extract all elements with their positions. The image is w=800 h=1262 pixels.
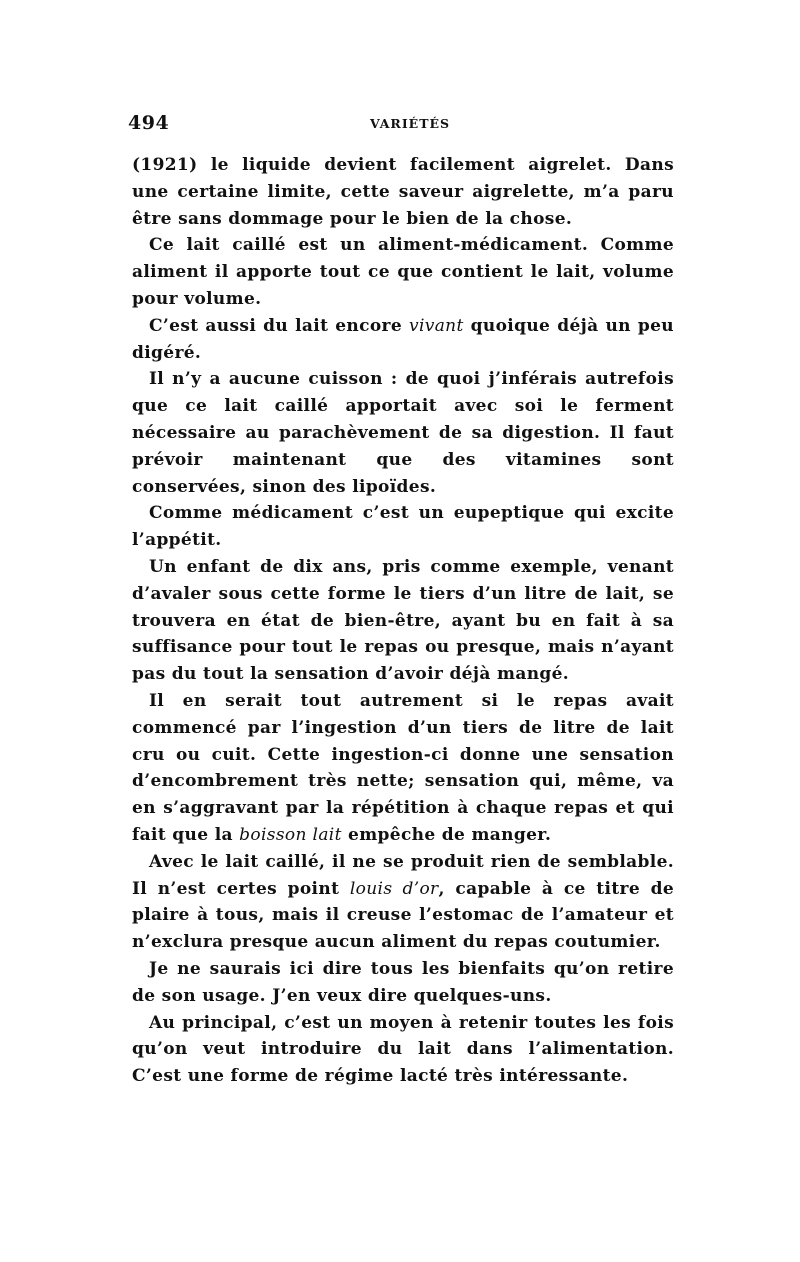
text-segment: Il n’y a aucune cuisson : de quoi j’inférais autrefois que ce lait caillé apportait avec soi le ferment nécessaire au parachèvement de sa digestion. Il faut prévoir maintenant que des vitamines sont conservées, sinon des lipoïdes.: [132, 369, 674, 497]
paragraph: [132, 313, 674, 367]
paragraph: [132, 849, 674, 956]
italic-text: vivant: [409, 315, 464, 336]
text-segment: (1921) le liquide devient facilement aigrelet. Dans une certaine limite, cette saveur aigrelette, m’a paru être sans dommage pour le bien de la chose.: [132, 155, 674, 229]
body-text: [132, 152, 674, 1090]
text-segment: quoique déjà un peu digéré.: [132, 315, 674, 363]
paragraph: [132, 500, 674, 554]
paragraph: [132, 554, 674, 688]
text-segment: Comme médicament c’est un eupeptique qui excite l’appétit.: [132, 503, 674, 551]
paragraph: [132, 152, 674, 232]
text-segment: Un enfant de dix ans, pris comme exemple, venant d’avaler sous cette forme le tiers d’un litre de lait, se trouvera en état de bien-être, ayant bu en fait à sa suffisance pour tout le repas ou presque, mais n’ayant pas du tout la sensation d’avoir déjà mangé.: [132, 556, 674, 685]
paragraph: [132, 232, 674, 312]
text-segment: Ce lait caillé est un aliment-médicament. Comme aliment il apporte tout ce que contient le lait, volume pour volume.: [132, 235, 674, 309]
text-segment: C’est aussi du lait encore: [149, 315, 409, 336]
page-number: 494: [128, 112, 170, 134]
text-segment: , capable à ce titre de plaire à tous, mais il creuse l’estomac de l’amateur et n’exclura presque aucun aliment du repas coutumier.: [132, 878, 674, 953]
paragraph: [132, 366, 674, 500]
paragraph: [132, 956, 674, 1010]
text-segment: Au principal, c’est un moyen à retenir toutes les fois qu’on veut introduire du lait dans l’alimentation. C’est une forme de régime lacté très intéressante.: [132, 1012, 674, 1087]
italic-text: louis d’or: [349, 878, 439, 899]
text-segment: Je ne saurais ici dire tous les bienfaits qu’on retire de son usage. J’en veux dire quelques-uns.: [132, 958, 674, 1006]
page-header: [128, 112, 674, 142]
italic-text: boisson lait: [239, 824, 342, 845]
text-segment: Avec le lait caillé, il ne se produit rien de semblable. Il n’est certes point: [132, 851, 674, 899]
running-head: VARIÉTÉS: [370, 116, 451, 131]
book-page: [128, 112, 674, 1090]
paragraph: [132, 688, 674, 849]
text-segment: Il en serait tout autrement si le repas avait commencé par l’ingestion d’un tiers de litre de lait cru ou cuit. Cette ingestion-ci donne une sensation d’encombrement très nette; sensation qui, même, va en s’aggravant par la répétition à chaque repas et qui fait que la: [132, 690, 674, 845]
text-segment: empêche de manger.: [341, 824, 552, 845]
paragraph: [132, 1010, 674, 1090]
